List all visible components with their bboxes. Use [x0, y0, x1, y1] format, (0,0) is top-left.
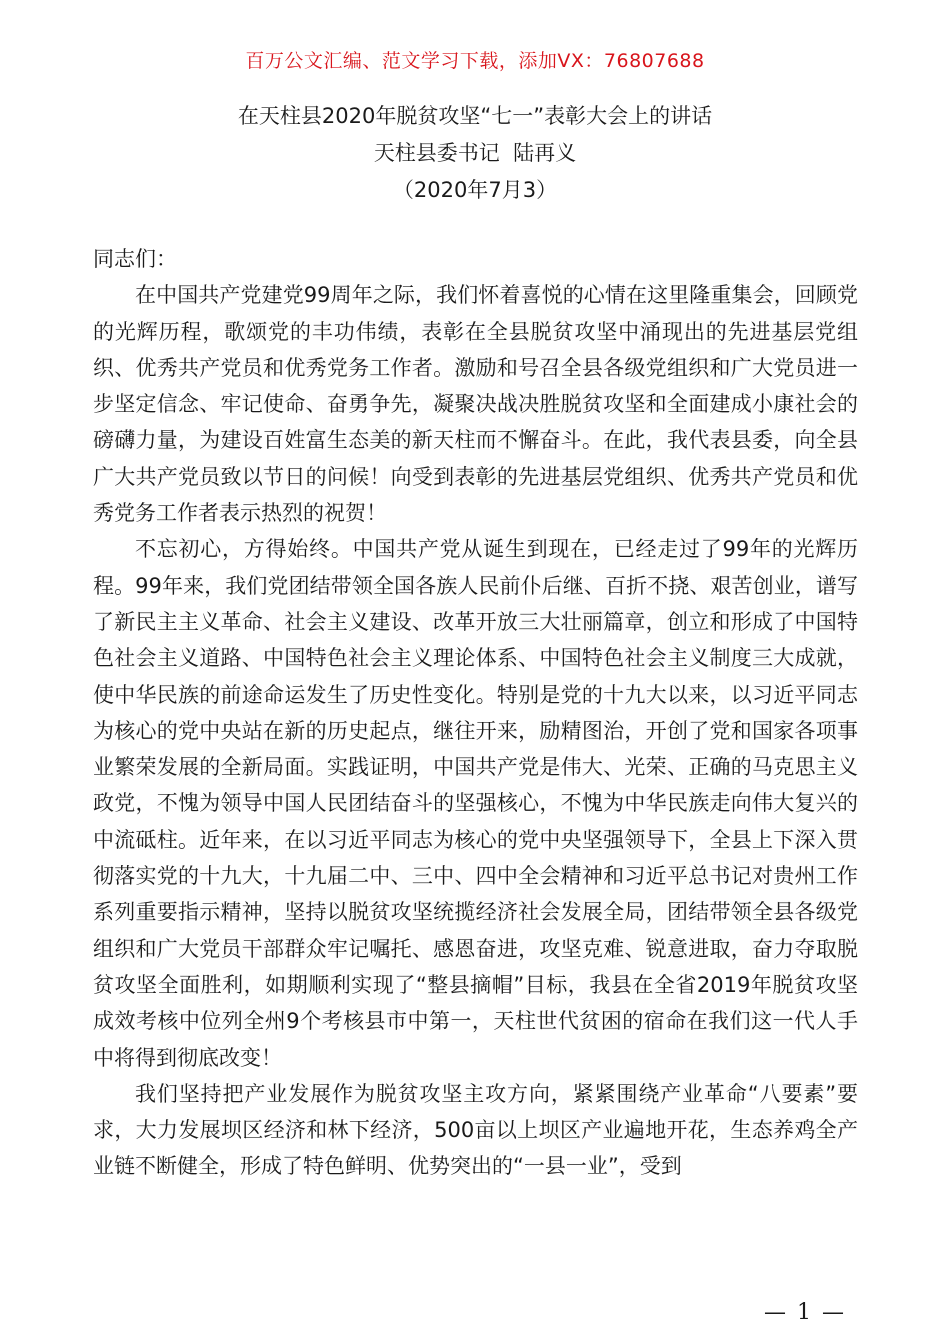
- salutation: 同志们：: [93, 247, 177, 271]
- page-number: — 1 —: [764, 1300, 846, 1325]
- paragraph: 不忘初心，方得始终。中国共产党从诞生到现在，已经走过了99年的光辉历程。99年来，我们党团结带领全国各族人民前仆后继、百折不挠、艰苦创业，谱写了新民主主义革命、社会主义建设、改革开放三大壮丽篇章，创立和形成了中国特色社会主义道路、中国特色社会主义理论体系、中国特色社会主义制度三大成就，使中华民族的前途命运发生了历史性变化。特别是党的十九大以来，以习近平同志为核心的党中央站在新的历史起点，继往开来，励精图治，开创了党和国家各项事业繁荣发展的全新局面。实践证明，中国共产党是伟大、光荣、正确的马克思主义政党，不愧为领导中国人民团结奋斗的坚强核心，不愧为中华民族走向伟大复兴的中流砥柱。近年来，在以习近平同志为核心的党中央坚强领导下，全县上下深入贯彻落实党的十九大，十九届二中、三中、四中全会精神和习近平总书记对贵州工作系列重要指示精神，坚持以脱贫攻坚统揽经济社会发展全局，团结带领全县各级党组织和广大党员干部群众牢记嘱托、感恩奋进，攻坚克难、锐意进取，奋力夺取脱贫攻坚全面胜利，如期顺利实现了“整县摘帽”目标，我县在全省2019年脱贫攻坚成效考核中位列全州9个考核县市中第一，天柱世代贫困的宿命在我们这一代人手中将得到彻底改变！: [93, 537, 858, 1070]
- date-line: （2020年7月3）: [392, 178, 558, 202]
- promo-banner: 百万公文汇编、范文学习下载，添加VX：76807688: [245, 50, 705, 72]
- speech-body: [93, 241, 858, 1185]
- paragraph: 我们坚持把产业发展作为脱贫攻坚主攻方向，紧紧围绕产业革命“八要素”要求，大力发展坝区经济和林下经济，500亩以上坝区产业遍地开花，生态养鸡全产业链不断健全，形成了特色鲜明、优势突出的“一县一业”，受到: [93, 1081, 858, 1179]
- paragraph: 在中国共产党建党99周年之际，我们怀着喜悦的心情在这里隆重集会，回顾党的光辉历程，歌颂党的丰功伟绩，表彰在全县脱贫攻坚中涌现出的先进基层党组织、优秀共产党员和优秀党务工作者。激励和号召全县各级党组织和广大党员进一步坚定信念、牢记使命、奋勇争先，凝聚决战决胜脱贫攻坚和全面建成小康社会的磅礴力量，为建设百姓富生态美的新天柱而不懈奋斗。在此，我代表县委，向全县广大共产党员致以节日的问候！向受到表彰的先进基层党组织、优秀共产党员和优秀党务工作者表示热烈的祝贺！: [93, 283, 858, 526]
- title-block: [0, 98, 950, 209]
- speech-title: 在天柱县2020年脱贫攻坚“七一”表彰大会上的讲话: [237, 104, 713, 128]
- speaker-line: 天柱县委书记 陆再义: [373, 141, 577, 165]
